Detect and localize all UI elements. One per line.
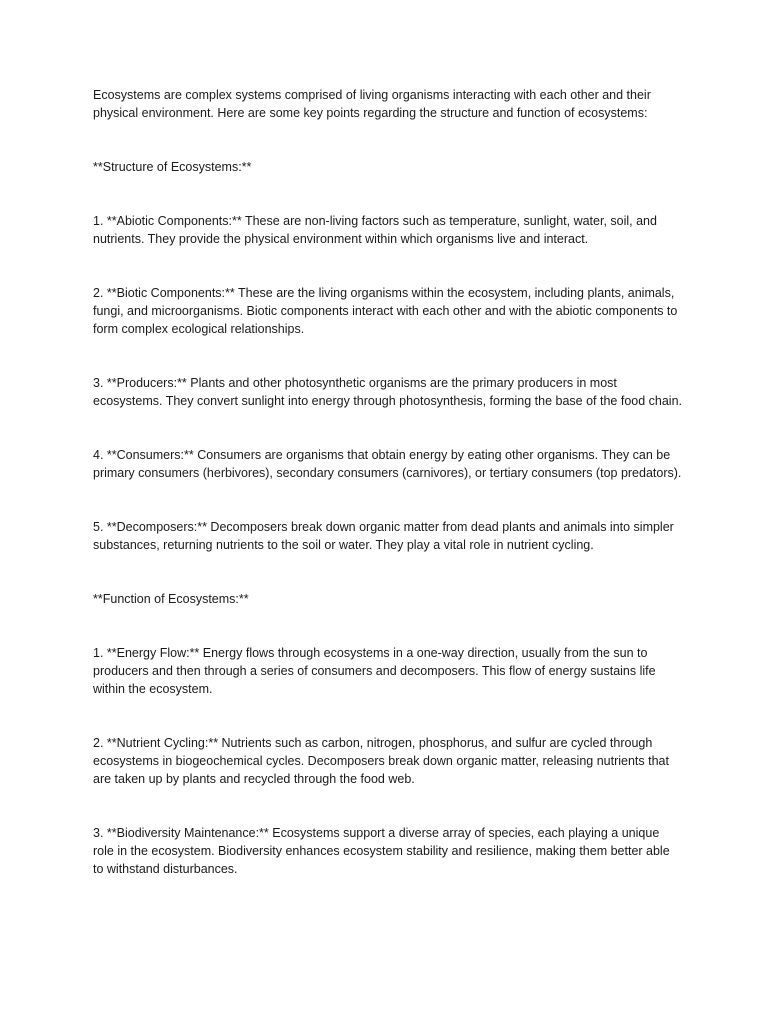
document-body	[93, 86, 683, 914]
intro-paragraph: Ecosystems are complex systems comprised of living organisms interacting with each other and their physical environment. Here are some key points regarding the structure and function of ecosystems:	[93, 88, 651, 120]
structure-heading: **Structure of Ecosystems:**	[93, 160, 252, 174]
energy-flow-paragraph: 1. **Energy Flow:** Energy flows through ecosystems in a one-way direction, usually from the sun to producers and then through a series of consumers and decomposers. This flow of energy sustains life within the ecosystem.	[93, 646, 656, 696]
biodiversity-maintenance-paragraph: 3. **Biodiversity Maintenance:** Ecosystems support a diverse array of species, each playing a unique role in the ecosystem. Biodiversity enhances ecosystem stability and resilience, making them better able to withstand disturbances.	[93, 826, 670, 876]
decomposers-paragraph: 5. **Decomposers:** Decomposers break down organic matter from dead plants and animals into simpler substances, returning nutrients to the soil or water. They play a vital role in nutrient cycling.	[93, 520, 674, 552]
abiotic-components-paragraph: 1. **Abiotic Components:** These are non-living factors such as temperature, sunlight, water, soil, and nutrients. They provide the physical environment within which organisms live and interact.	[93, 214, 657, 246]
function-heading: **Function of Ecosystems:**	[93, 592, 249, 606]
producers-paragraph: 3. **Producers:** Plants and other photosynthetic organisms are the primary producers in most ecosystems. They convert sunlight into energy through photosynthesis, forming the base of the food chain.	[93, 376, 683, 408]
consumers-paragraph: 4. **Consumers:** Consumers are organisms that obtain energy by eating other organisms. They can be primary consumers (herbivores), secondary consumers (carnivores), or tertiary consumers (top predators).	[93, 448, 682, 480]
nutrient-cycling-paragraph: 2. **Nutrient Cycling:** Nutrients such as carbon, nitrogen, phosphorus, and sulfur are cycled through ecosystems in biogeochemical cycles. Decomposers break down organic matter, releasing nutrients that are taken up by plants and recycled through the food web.	[93, 736, 669, 786]
biotic-components-paragraph: 2. **Biotic Components:** These are the living organisms within the ecosystem, including plants, animals, fungi, and microorganisms. Biotic components interact with each other and with the abiotic components to form complex ecological relationships.	[93, 286, 678, 336]
